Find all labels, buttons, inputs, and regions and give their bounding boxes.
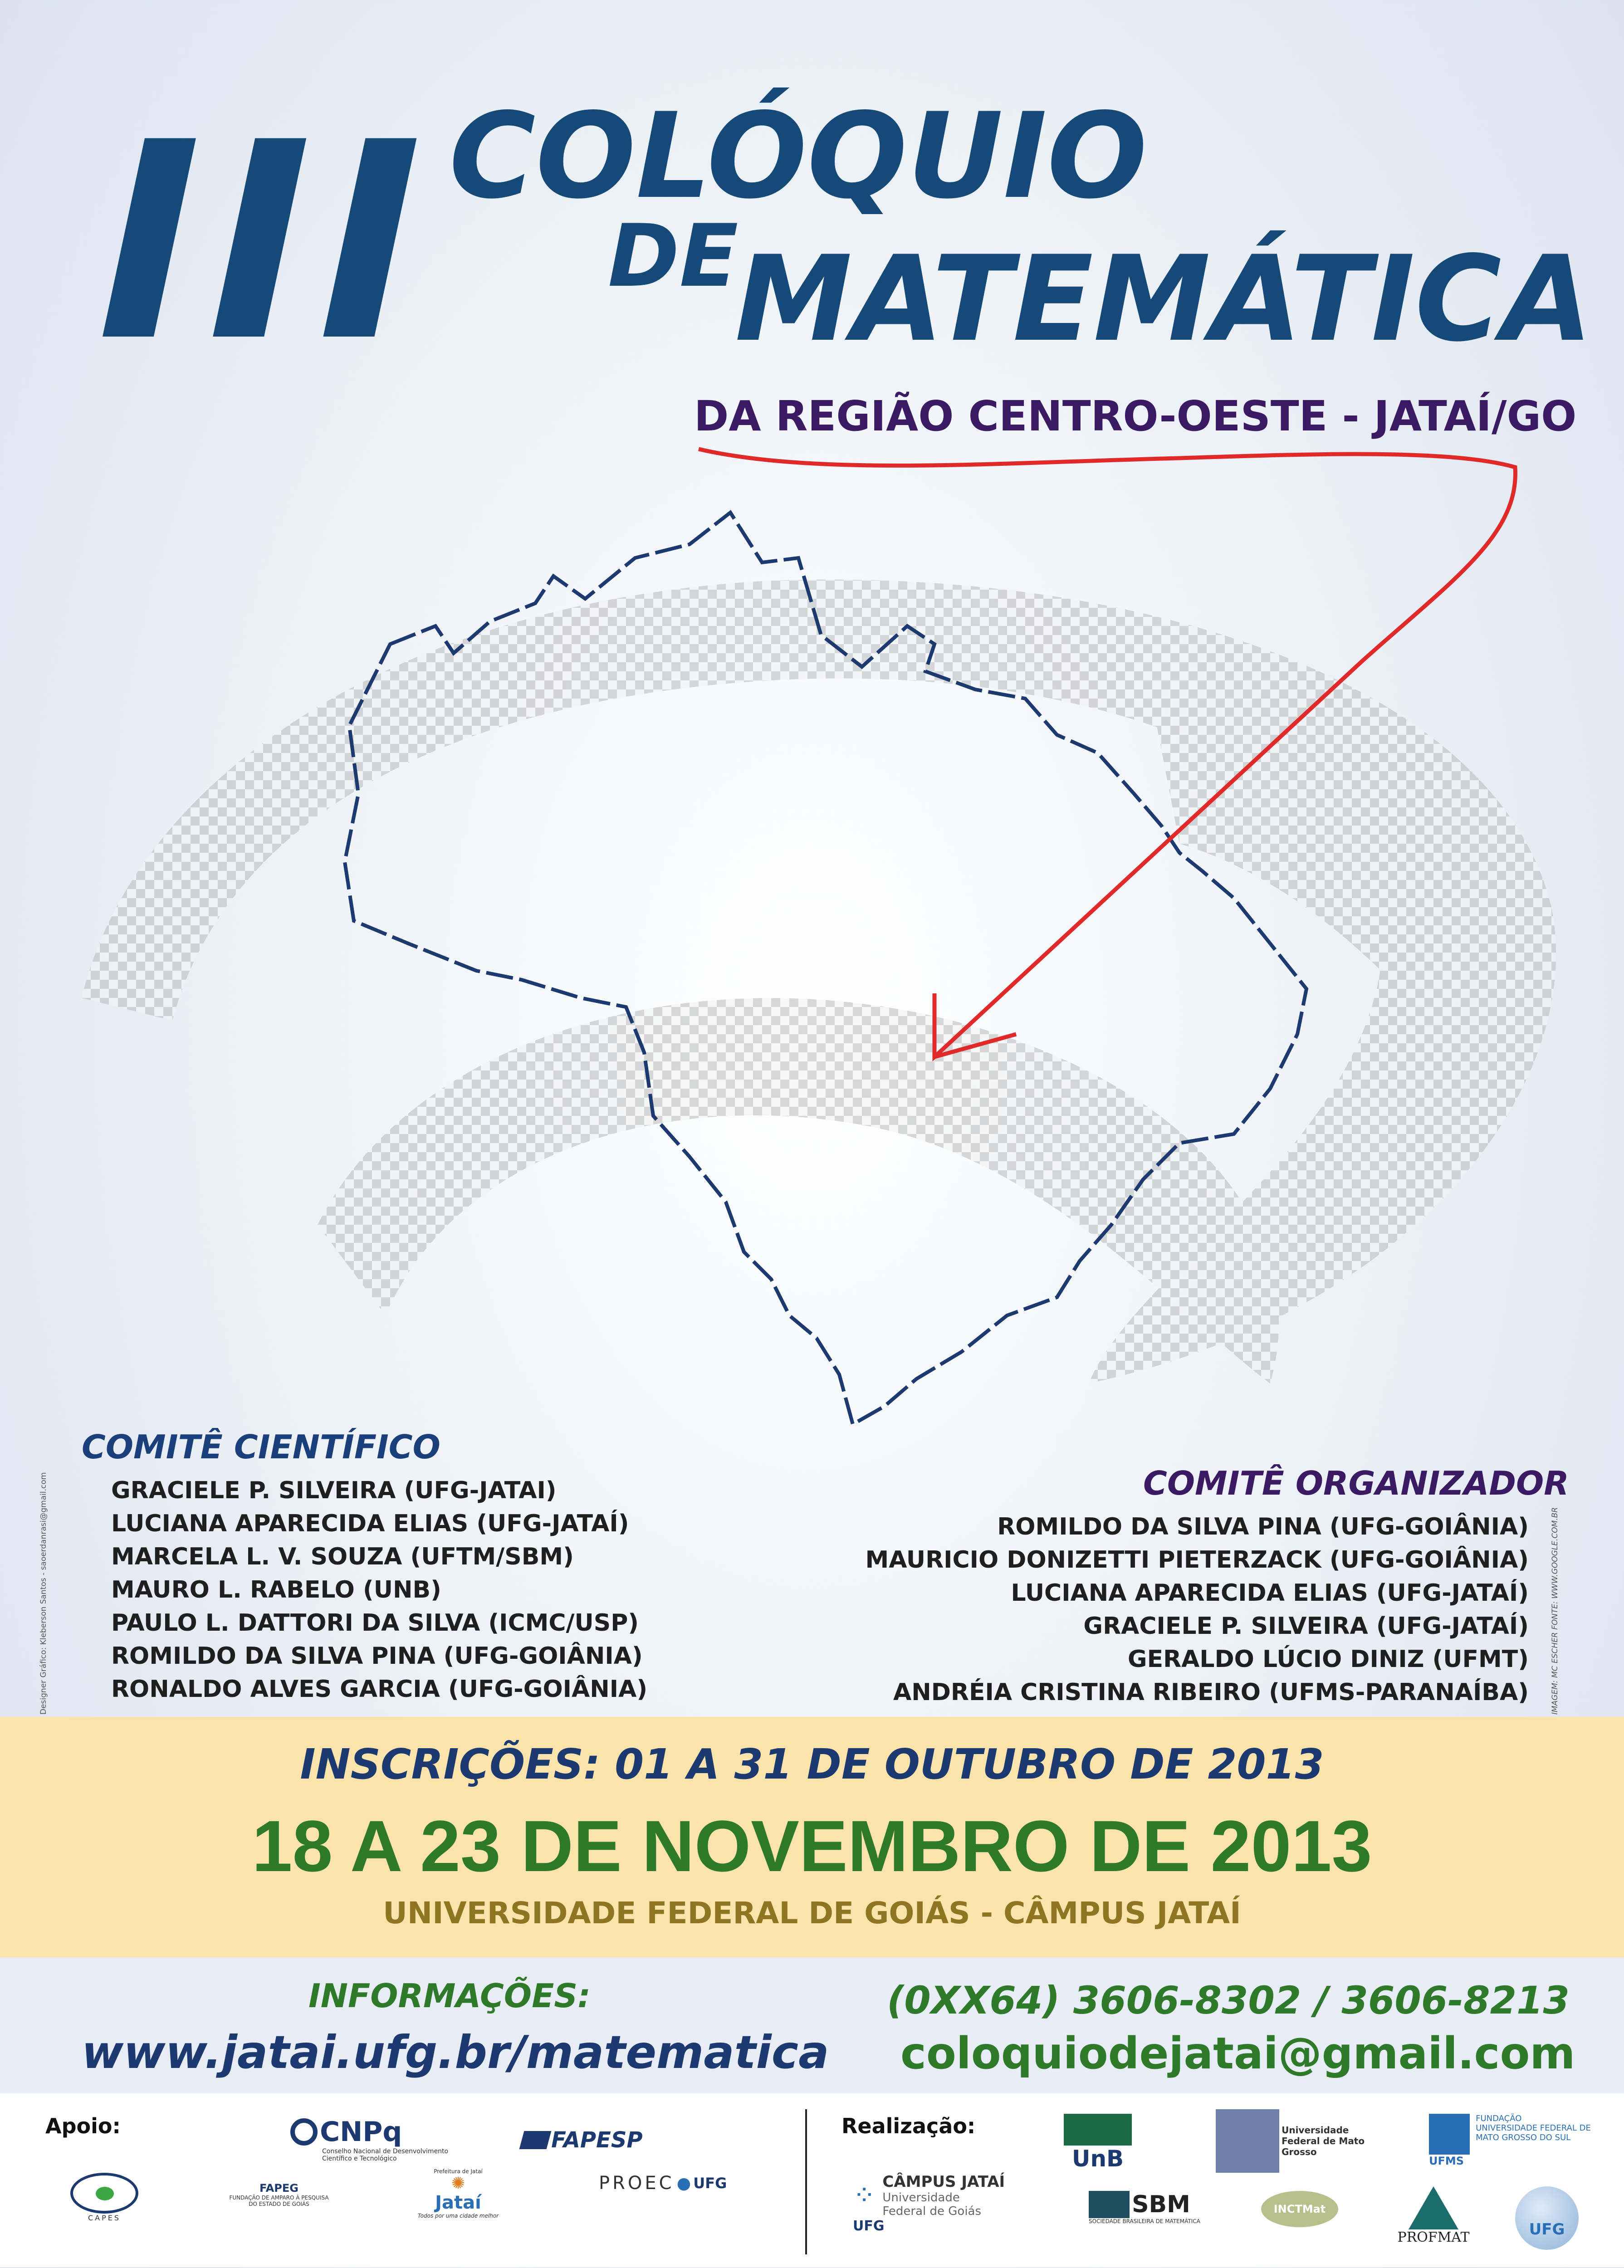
proec-name: PROEC	[599, 2173, 675, 2194]
capes-logo	[64, 2173, 145, 2222]
designer-credit: Designer Gráfico: Kleberson Santos - saoerdanrasi@gmail.com	[39, 1472, 48, 1715]
registration-dates: INSCRIÇÕES: 01 A 31 DE OUTUBRO DE 2013	[300, 1740, 1324, 1789]
title-matematica: MATEMÁTICA	[735, 231, 1593, 368]
capes-icon	[70, 2173, 138, 2214]
footer-divider	[805, 2109, 807, 2254]
map-illustration	[0, 408, 1624, 1497]
inctmat-logo	[1261, 2191, 1338, 2227]
ufg-name: UFG	[693, 2175, 727, 2192]
fapesp-logo	[522, 2127, 643, 2153]
list-item: GERALDO LÚCIO DINIZ (UFMT)	[1127, 1646, 1529, 1673]
list-item: MAURICIO DONIZETTI PIETERZACK (UFG-GOIÂNIA)	[865, 1546, 1529, 1574]
cnpq-logo	[290, 2116, 458, 2162]
event-dates: 18 A 23 DE NOVEMBRO DE 2013	[252, 1805, 1372, 1887]
list-item: ROMILDO DA SILVA PINA (UFG-GOIÂNIA)	[997, 1513, 1529, 1540]
sbm-icon	[1089, 2191, 1130, 2218]
subtitle-region: DA REGIÃO CENTRO-OESTE - JATAÍ/GO	[694, 392, 1577, 440]
sun-icon: ✺	[451, 2174, 465, 2193]
list-item: MAURO L. RABELO (UNB)	[111, 1576, 441, 1603]
comite-cientifico-list	[111, 1474, 647, 1706]
realizacao-label: Realização:	[841, 2114, 976, 2138]
unb-icon	[1064, 2114, 1132, 2146]
proec-ufg-logo	[599, 2173, 727, 2194]
website-link[interactable]: www.jatai.ufg.br/matematica	[82, 2026, 829, 2079]
ufms-logo: FUNDAÇÃO UNIVERSIDADE FEDERAL DE MATO GROSSO DO SUL UFMS	[1429, 2114, 1591, 2167]
list-item: ANDRÉIA CRISTINA RIBEIRO (UFMS-PARANAÍBA)	[893, 1679, 1529, 1706]
event-venue: UNIVERSIDADE FEDERAL DE GOIÁS - CÂMPUS JATAÍ	[383, 1896, 1241, 1931]
apoio-label: Apoio:	[45, 2114, 121, 2138]
prefeitura-jatai-logo: Prefeitura de Jataí ✺ Jataí Todos por uma cidade melhor	[417, 2168, 499, 2219]
phone-numbers: (0XX64) 3606-8302 / 3606-8213	[887, 1978, 1570, 2023]
capes-name: CAPES	[88, 2214, 121, 2222]
list-item: LUCIANA APARECIDA ELIAS (UFG-JATAÍ)	[111, 1510, 629, 1537]
profmat-icon	[1409, 2186, 1458, 2229]
fapesp-icon	[519, 2131, 552, 2149]
list-item: RONALDO ALVES GARCIA (UFG-GOIÂNIA)	[111, 1676, 648, 1703]
sponsors-footer	[0, 2093, 1624, 2267]
cnpq-subtitle: Conselho Nacional de Desenvolvimento Científico e Tecnológico	[322, 2148, 449, 2162]
info-label: INFORMAÇÕES:	[308, 1977, 591, 2015]
list-item: GRACIELE P. SILVEIRA (UFG-JATAÍ)	[1083, 1613, 1529, 1640]
campus-jatai-logo: ⁘ CÂMPUS JATAÍ Universidade Federal de Goiás UFG	[853, 2173, 1005, 2234]
fapeg-name: FAPEG	[259, 2182, 298, 2195]
comite-organizador-title: COMITÊ ORGANIZADOR	[1143, 1464, 1569, 1502]
ufmt-logo: Universidade Federal de Mato Grosso	[1216, 2109, 1372, 2173]
comite-organizador-list	[865, 1510, 1529, 1709]
ufmt-icon	[1216, 2109, 1279, 2173]
list-item: PAULO L. DATTORI DA SILVA (ICMC/USP)	[111, 1609, 639, 1637]
ufg-round-logo	[1515, 2186, 1579, 2250]
comite-cientifico-title: COMITÊ CIENTÍFICO	[82, 1428, 440, 1466]
ufg-icon: ●	[676, 2174, 691, 2193]
inctmat-icon: INCTMat	[1261, 2191, 1338, 2227]
ufg-globe-icon: UFG	[1515, 2186, 1579, 2250]
email-link[interactable]: coloquiodejatai@gmail.com	[900, 2028, 1575, 2079]
ufms-icon	[1429, 2114, 1470, 2155]
title-coloquio: COLÓQUIO	[449, 88, 1148, 225]
list-item: MARCELA L. V. SOUZA (UFTM/SBM)	[111, 1543, 574, 1570]
sbm-logo: SBM SOCIEDADE BRASILEIRA DE MATEMÁTICA	[1089, 2191, 1200, 2224]
list-item: GRACIELE P. SILVEIRA (UFG-JATAI)	[111, 1477, 557, 1504]
roman-numeral-title: III	[64, 84, 463, 401]
title-de: DE	[608, 206, 739, 306]
cnpq-icon	[290, 2118, 318, 2146]
profmat-logo: PROFMAT	[1397, 2186, 1470, 2245]
fapesp-name: FAPESP	[551, 2127, 643, 2153]
fapeg-subtitle: FUNDAÇÃO DE AMPARO À PESQUISA DO ESTADO DE GOIÁS	[229, 2195, 329, 2207]
ufg-label: UFG	[853, 2218, 885, 2234]
escher-ribbon	[82, 580, 1556, 1383]
list-item: ROMILDO DA SILVA PINA (UFG-GOIÂNIA)	[111, 1642, 643, 1670]
unb-logo: UnB	[1061, 2114, 1134, 2172]
fapeg-logo	[227, 2182, 331, 2207]
image-credit: IMAGEM: MC ESCHER FONTE: WWW.GOOGLE.COM.BR	[1551, 1507, 1560, 1715]
list-item: LUCIANA APARECIDA ELIAS (UFG-JATAÍ)	[1011, 1579, 1529, 1607]
cnpq-name: CNPq	[320, 2116, 402, 2148]
ufg-dots-icon: ⁘	[853, 2180, 876, 2211]
